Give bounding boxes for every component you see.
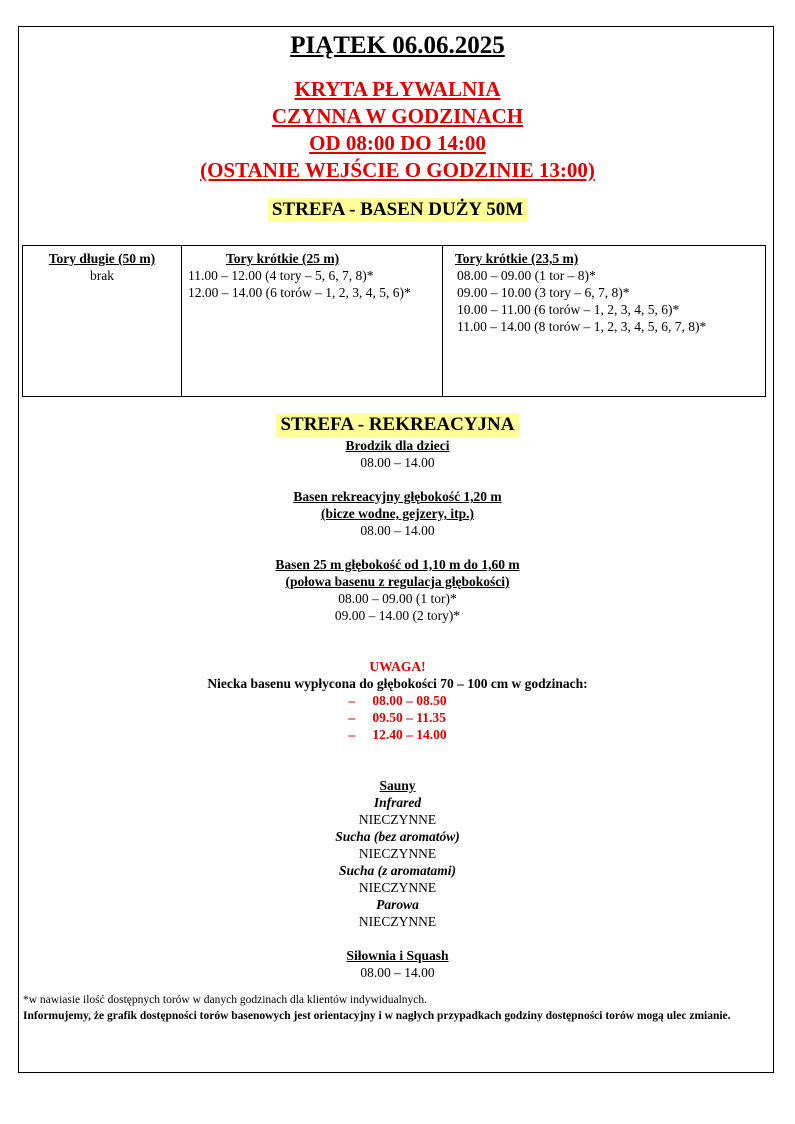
lane-row: 09.00 – 10.00 (3 tory – 6, 7, 8)* bbox=[457, 285, 630, 300]
warning-times bbox=[348, 692, 446, 743]
gym-hours: 08.00 – 14.00 bbox=[360, 965, 435, 980]
rec-pool-title: Basen rekreacyjny głębokość 1,20 m bbox=[293, 489, 502, 504]
table-row bbox=[23, 246, 766, 397]
zone-large-title: STREFA - BASEN DUŻY 50M bbox=[268, 198, 527, 222]
sauna-name: Parowa bbox=[376, 897, 419, 912]
pool25-subtitle: (połowa basenu z regulacja głębokości) bbox=[285, 574, 510, 589]
gym-title: Siłownia i Squash bbox=[346, 948, 449, 963]
zone-rec-title: STREFA - REKREACYJNA bbox=[276, 413, 518, 437]
lanes-long-cell bbox=[23, 246, 182, 397]
column-heading: Tory krótkie (23,5 m) bbox=[455, 251, 579, 266]
lane-row: 11.00 – 12.00 (4 tory – 5, 6, 7, 8)* bbox=[188, 268, 374, 283]
column-heading: Tory krótkie (25 m) bbox=[226, 251, 340, 266]
sauna-status: NIECZYNNE bbox=[358, 914, 437, 929]
column-heading: Tory długie (50 m) bbox=[48, 251, 156, 266]
warning-title: UWAGA! bbox=[369, 659, 426, 674]
pool25-title: Basen 25 m głębokość od 1,10 m do 1,60 m bbox=[275, 557, 520, 572]
rec-pool-subtitle: (bicze wodne, gejzery, itp.) bbox=[321, 506, 474, 521]
header-line: KRYTA PŁYWALNIA bbox=[294, 77, 501, 101]
footer bbox=[23, 992, 771, 1024]
sauna-name: Infrared bbox=[373, 795, 422, 810]
footer-info: Informujemy, że grafik dostępności torów basenowych jest orientacyjny i w nagłych przypadkach godziny dostępności torów mogą ulec zmianie. bbox=[23, 1010, 731, 1022]
warning-text: Niecka basenu wypłycona do głębokości 70 – 100 cm w godzinach: bbox=[207, 676, 588, 691]
list-item: – 08.00 – 08.50 bbox=[348, 693, 447, 708]
pool25-row: 09.00 – 14.00 (2 tory)* bbox=[334, 608, 461, 623]
kids-pool-hours: 08.00 – 14.00 bbox=[360, 455, 435, 470]
lanes-short25-cell bbox=[182, 246, 443, 397]
pool25-row: 08.00 – 09.00 (1 tor)* bbox=[338, 591, 457, 606]
footer-note: *w nawiasie ilość dostępnych torów w danych godzinach dla klientów indywidualnych. bbox=[23, 994, 428, 1006]
zone-rec-heading bbox=[0, 413, 795, 437]
sauna-name: Sucha (z aromatami) bbox=[338, 863, 457, 878]
header-line: CZYNNA W GODZINACH bbox=[271, 104, 524, 128]
opening-hours-header bbox=[0, 76, 795, 184]
sauna-status: NIECZYNNE bbox=[358, 846, 437, 861]
rec-pool-hours: 08.00 – 14.00 bbox=[360, 523, 435, 538]
saunas-title: Sauny bbox=[379, 778, 416, 793]
lane-row: brak bbox=[90, 268, 114, 283]
lane-row: 10.00 – 11.00 (6 torów – 1, 2, 3, 4, 5, 6)* bbox=[457, 302, 680, 317]
list-item: – 12.40 – 14.00 bbox=[348, 727, 447, 742]
list-item: – 09.50 – 11.35 bbox=[348, 710, 446, 725]
header-line: OD 08:00 DO 14:00 bbox=[309, 131, 486, 155]
page-title: PIĄTEK 06.06.2025 bbox=[290, 32, 505, 59]
rec-section bbox=[0, 437, 795, 981]
lanes-table bbox=[22, 245, 766, 397]
lanes-short235-cell bbox=[443, 246, 766, 397]
sauna-name: Sucha (bez aromatów) bbox=[335, 829, 460, 844]
sauna-status: NIECZYNNE bbox=[358, 812, 437, 827]
lane-row: 11.00 – 14.00 (8 torów – 1, 2, 3, 4, 5, 6, 7, 8)* bbox=[457, 319, 707, 334]
kids-pool-title: Brodzik dla dzieci bbox=[345, 438, 450, 453]
sauna-status: NIECZYNNE bbox=[358, 880, 437, 895]
lane-row: 08.00 – 09.00 (1 tor – 8)* bbox=[457, 268, 596, 283]
zone-large-heading bbox=[0, 198, 795, 222]
lane-row: 12.00 – 14.00 (6 torów – 1, 2, 3, 4, 5, 6)* bbox=[188, 285, 411, 300]
header-line: (OSTANIE WEJŚCIE O GODZINIE 13:00) bbox=[200, 158, 595, 182]
